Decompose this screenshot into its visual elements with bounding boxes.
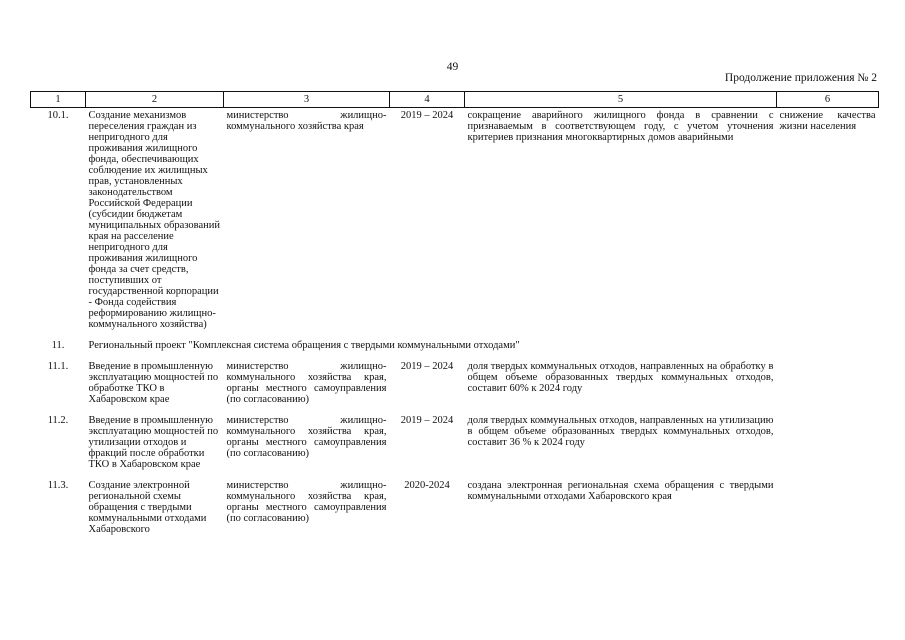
result-cell: создана электронная региональная схема обращения с твердыми коммунальными отходами Хабаровского края [467,480,774,502]
measure-cell: Создание механизмов переселения граждан из непригодного для проживания жилищного фонда, обеспечивающих соблюдение их жилищных прав, установленных законодательством Российской Федерации (субсидии бюджетам муниципальных образований края на расселение непригодного для проживания жилищного фонда за счет средств, поступивших от государственной корпорации - Фонда содействия реформированию жилищно-коммунального хозяйства) [88,110,220,330]
table-row [31,108,879,339]
executor-cell: министерство жилищно-коммунального хозяйства края, органы местного самоуправления (по согласованию) [226,480,387,524]
row-number: 10.1. [47,110,69,121]
row-number: 11.3. [47,480,69,491]
table-row [31,478,879,543]
period-cell: 2020-2024 [404,480,450,491]
column-header: 6 [777,92,879,108]
column-header: 5 [465,92,777,108]
period-cell: 2019 – 2024 [400,110,454,121]
indicator-cell [777,413,879,478]
indicator-cell [777,478,879,543]
indicator-cell [777,359,879,413]
executor-cell: министерство жилищно-коммунального хозяйства края, органы местного самоуправления (по согласованию) [226,361,387,405]
project-title: Региональный проект "Комплексная система обращения с твердыми коммунальными отходами" [88,340,520,351]
row-number: 11. [51,340,65,351]
measure-cell: Введение в промышленную эксплуатацию мощностей по обработке ТКО в Хабаровском крае [88,361,219,405]
executor-cell: министерство жилищно-коммунального хозяйства края [226,110,387,132]
result-cell: доля твердых коммунальных отходов, направленных на утилизацию в общем объеме образованных твердых коммунальных отходов, составит 36 % к 2024 году [467,415,774,448]
column-header: 4 [390,92,465,108]
indicator-cell: снижение качества жизни населения [779,110,876,132]
page-number: 49 [446,61,459,73]
row-number: 11.2. [47,415,69,426]
column-header: 2 [86,92,224,108]
column-number-row [31,92,879,108]
column-header: 3 [224,92,390,108]
executor-cell: министерство жилищно-коммунального хозяйства края, органы местного самоуправления (по согласованию) [226,415,387,459]
measure-cell: Введение в промышленную эксплуатацию мощностей по утилизации отходов и фракций после обработки ТКО в Хабаровском крае [88,415,219,470]
table-row [31,413,879,478]
appendix-continuation-label: Продолжение приложения № 2 [724,72,877,84]
period-cell: 2019 – 2024 [400,361,454,372]
result-cell: доля твердых коммунальных отходов, направленных на обработку в общем объеме образованных твердых коммунальных отходов, составит 60% к 2024 году [467,361,774,394]
column-header: 1 [31,92,86,108]
table-row [31,359,879,413]
result-cell: сокращение аварийного жилищного фонда в сравнении с признаваемым в соответствующем году, с учетом уточнения критериев признания многоквартирных домов аварийными [467,110,774,143]
period-cell: 2019 – 2024 [400,415,454,426]
row-number: 11.1. [47,361,69,372]
measure-cell: Создание электронной региональной схемы обращения с твердыми коммунальными отходами Хабаровского [88,480,207,535]
measures-table [30,91,879,543]
project-row [31,338,879,359]
